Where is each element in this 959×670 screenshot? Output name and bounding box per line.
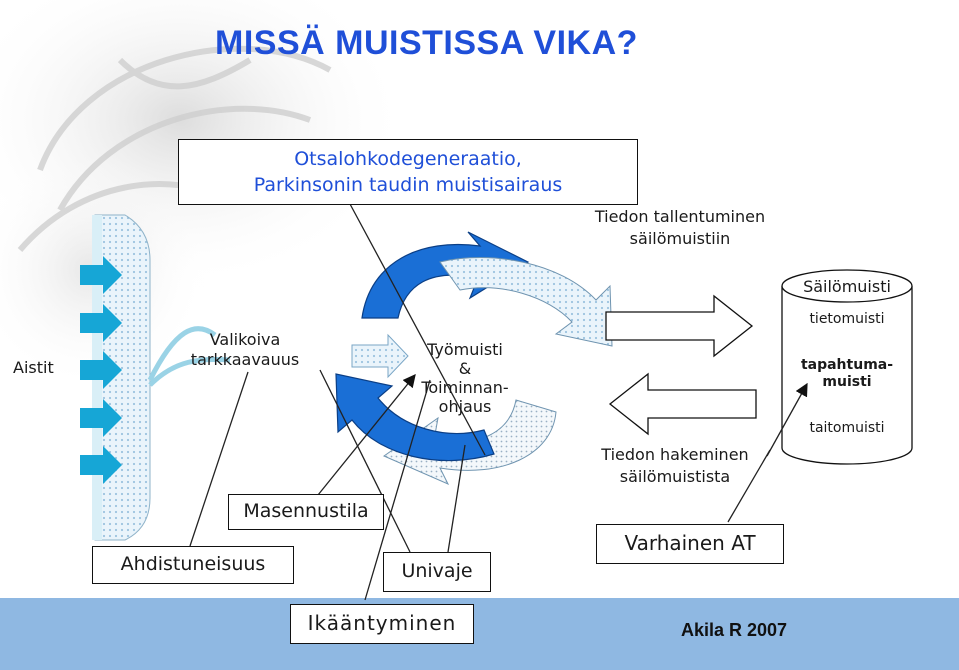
storage-arrows	[606, 296, 756, 434]
episodic-line1: tapahtuma-	[800, 357, 894, 373]
attention-label	[180, 330, 310, 370]
storing-line2: säilömuistiin	[629, 229, 731, 248]
retrieval-label	[575, 444, 775, 488]
working-memory-line3: Toiminnan-	[421, 378, 509, 397]
attention-line2: tarkkaavauus	[190, 350, 300, 369]
attention-line1: Valikoiva	[209, 330, 281, 349]
anxiety-box: Ahdistuneisuus	[92, 546, 294, 584]
frontal-lobe-box	[178, 139, 638, 205]
episodic-memory-label	[782, 357, 912, 391]
working-memory-label	[405, 340, 525, 416]
semantic-memory-label: tietomuisti	[809, 311, 885, 327]
senses-label: Aistit	[13, 358, 54, 377]
episodic-line2: muisti	[822, 374, 872, 390]
retrieval-line1: Tiedon hakeminen	[601, 445, 749, 464]
procedural-memory-label: taitomuisti	[809, 420, 885, 436]
storing-line1: Tiedon tallentuminen	[594, 207, 766, 226]
page-title: MISSÄ MUISTISSA VIKA?	[215, 24, 638, 62]
working-memory-line2: &	[458, 359, 472, 378]
attention-arrow	[352, 335, 408, 377]
depression-box: Masennustila	[228, 494, 384, 530]
working-memory-line1: Työmuisti	[427, 340, 503, 359]
aging-box: Ikääntyminen	[290, 604, 474, 644]
frontal-lobe-line1: Otsalohkodegeneraatio,	[294, 148, 522, 170]
author-credit: Akila R 2007	[681, 620, 788, 640]
working-memory-line4: ohjaus	[438, 397, 492, 416]
long-term-memory-title: Säilömuisti	[803, 277, 891, 296]
retrieval-line2: säilömuistista	[619, 467, 731, 486]
frontal-lobe-line2: Parkinsonin taudin muistisairaus	[253, 174, 563, 196]
early-alzheimers-box: Varhainen AT	[596, 524, 784, 564]
storing-label	[560, 206, 800, 250]
sleep-deprivation-box: Univaje	[383, 552, 491, 592]
